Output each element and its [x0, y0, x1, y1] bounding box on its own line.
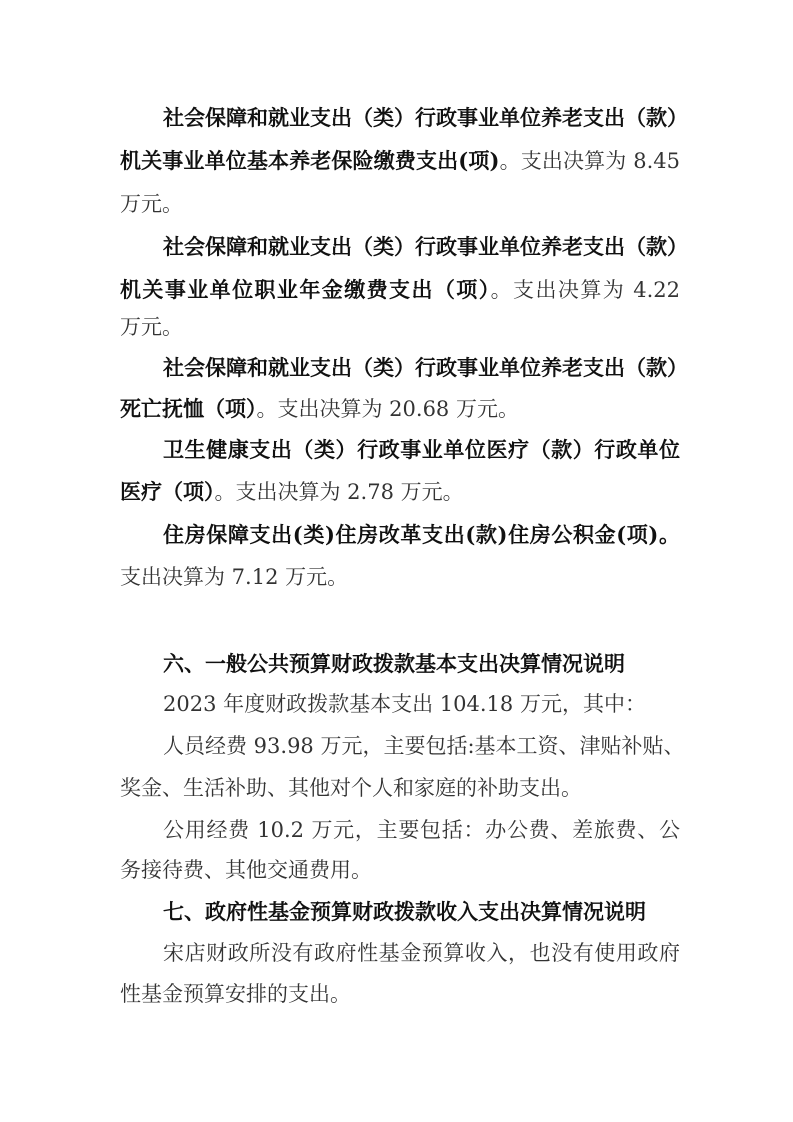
text-line: [163, 691, 680, 717]
body-text: 。支出决算为 20.68 万元。: [256, 397, 519, 421]
text-line: [120, 479, 680, 505]
text-line: [120, 775, 680, 801]
text-line: [120, 396, 680, 422]
text-line: [120, 277, 680, 303]
text-line: [163, 437, 680, 463]
body-text: 万元。: [120, 315, 183, 339]
bold-text: 社会保障和就业支出（类）行政事业单位养老支出（款）: [163, 234, 688, 259]
text-line: [120, 857, 680, 883]
bold-text: 死亡抚恤（项）: [120, 396, 257, 421]
bold-text: 社会保障和就业支出（类）行政事业单位养老支出（款）: [163, 105, 688, 130]
text-line: [163, 522, 680, 548]
text-line: [163, 355, 688, 381]
body-text: 万元。: [120, 192, 183, 216]
text-line: [163, 234, 688, 260]
text-line: [120, 564, 680, 590]
body-text: 宋店财政所没有政府性基金预算收入，也没有使用政府: [163, 941, 680, 965]
body-text: 。支出决算为 8.45: [499, 149, 681, 173]
text-line: [120, 191, 680, 217]
body-text: 。支出决算为 2.78 万元。: [214, 480, 464, 504]
bold-text: 机关事业单位职业年金缴费支出（项）: [120, 277, 491, 302]
body-text: 2023 年度财政拨款基本支出 104.18 万元，其中：: [163, 692, 646, 716]
bold-text: 七、政府性基金预算财政拨款收入支出决算情况说明: [163, 899, 646, 924]
text-line: [120, 148, 680, 174]
text-line: [163, 899, 680, 925]
text-line: [120, 981, 680, 1007]
text-line: [163, 940, 680, 966]
body-text: 公用经费 10.2 万元，主要包括：办公费、差旅费、公: [163, 818, 680, 842]
bold-text: 社会保障和就业支出（类）行政事业单位养老支出（款）: [163, 355, 688, 380]
text-line: [120, 314, 680, 340]
body-text: 性基金预算安排的支出。: [120, 982, 351, 1006]
text-line: [163, 651, 680, 677]
bold-text: 卫生健康支出（类）行政事业单位医疗（款）行政单位: [163, 437, 680, 462]
body-text: 。支出决算为 4.22: [490, 278, 681, 302]
body-text: 支出决算为 7.12 万元。: [120, 565, 349, 589]
text-line: [163, 105, 688, 131]
body-text: 人员经费 93.98 万元，主要包括:基本工资、津贴补贴、: [163, 734, 685, 758]
bold-text: 医疗（项）: [120, 479, 215, 504]
bold-text: 住房保障支出(类)住房改革支出(款)住房公积金(项)。: [163, 522, 680, 547]
body-text: 奖金、生活补助、其他对个人和家庭的补助支出。: [120, 776, 582, 800]
bold-text: 机关事业单位基本养老保险缴费支出(项): [120, 148, 500, 173]
text-line: [163, 817, 680, 843]
text-line: [163, 733, 685, 759]
bold-text: 六、一般公共预算财政拨款基本支出决算情况说明: [163, 651, 625, 676]
body-text: 务接待费、其他交通费用。: [120, 858, 372, 882]
